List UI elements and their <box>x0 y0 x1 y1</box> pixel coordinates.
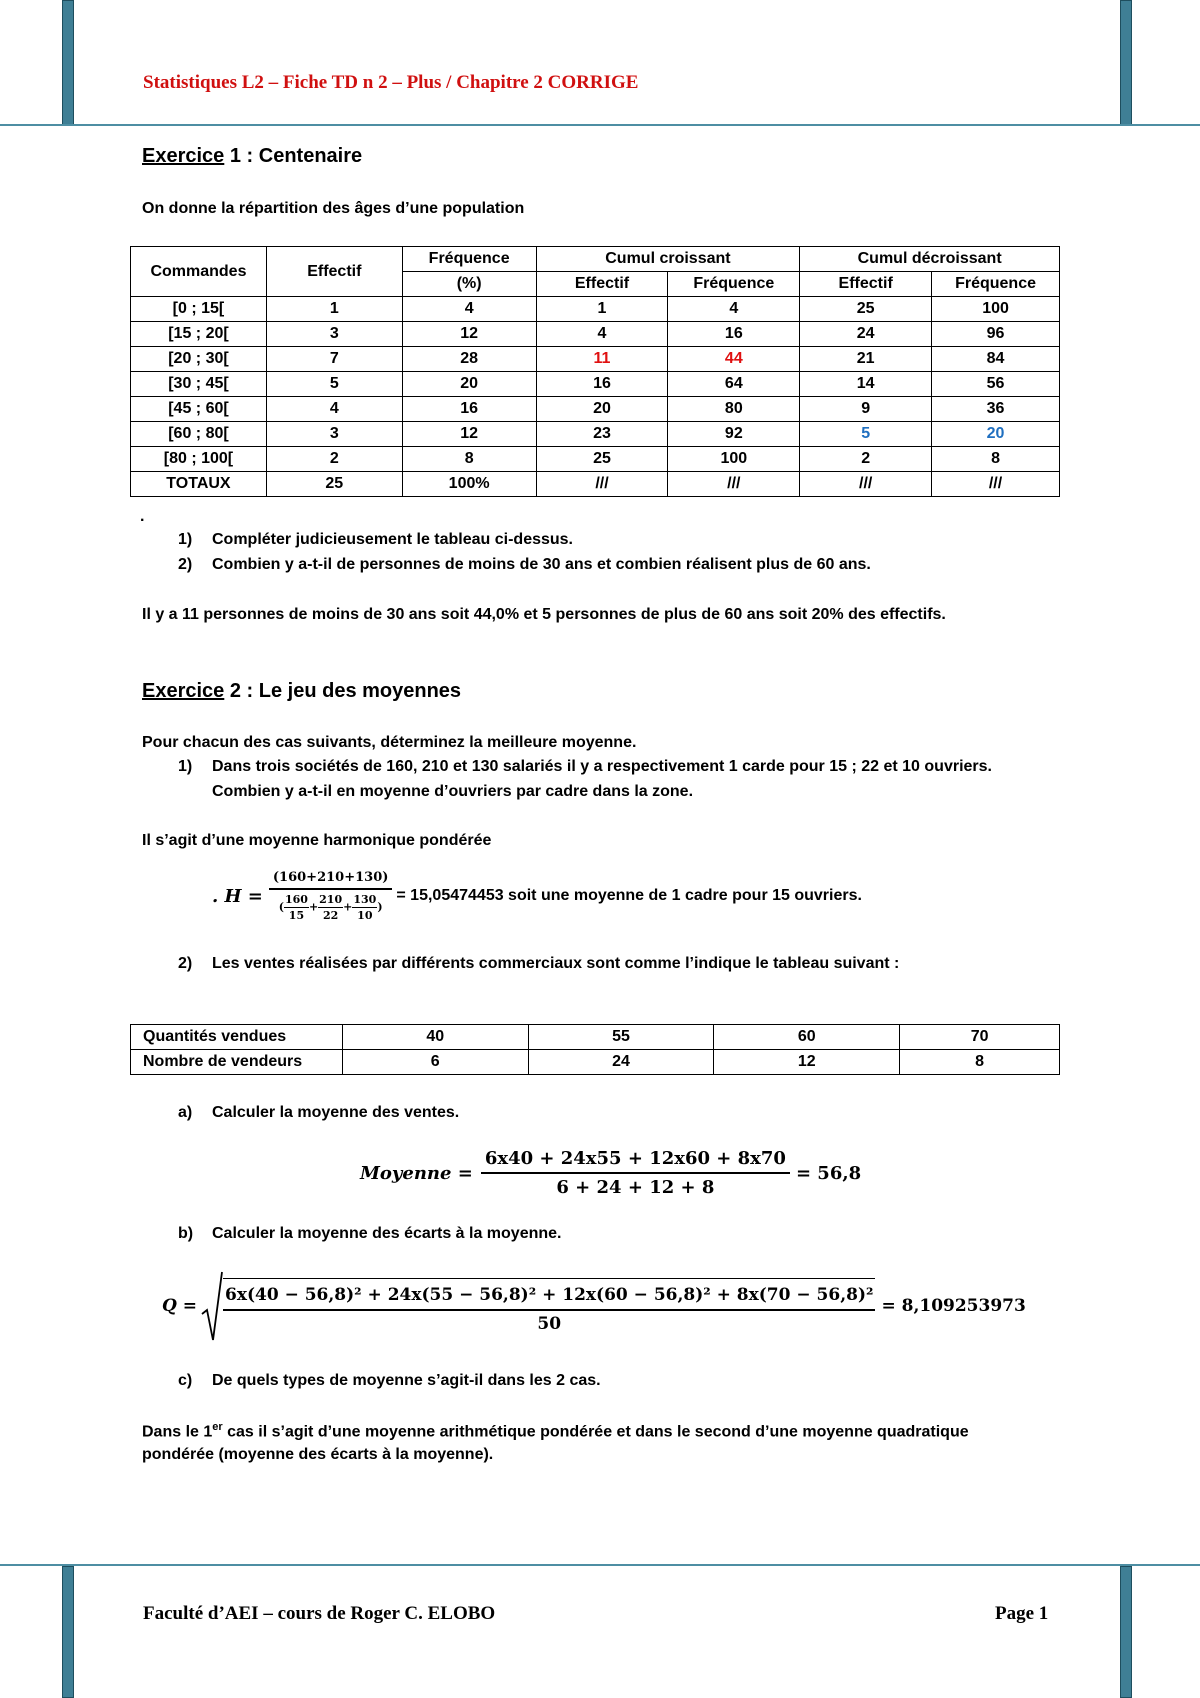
value-cell: 9 <box>800 397 932 422</box>
value-cell: 1 <box>266 297 402 322</box>
table-row <box>131 422 1060 447</box>
value-cell: 64 <box>668 372 800 397</box>
value-cell: 8 <box>932 447 1060 472</box>
value-cell: 3 <box>266 322 402 347</box>
interval-cell: [20 ; 30[ <box>131 347 267 372</box>
value-cell: 7 <box>266 347 402 372</box>
question-1-text: Compléter judicieusement le tableau ci-dessus. <box>212 531 573 548</box>
subheader-cc-frequence: Fréquence <box>668 272 800 297</box>
interval-cell: TOTAUX <box>131 472 267 497</box>
bottom-left-bar <box>62 1566 74 1698</box>
value-cell: /// <box>800 472 932 497</box>
value-cell: 5 <box>266 372 402 397</box>
value-cell: 5 <box>800 422 932 447</box>
harmonic-numerator: (160+210+130) <box>269 870 393 890</box>
top-right-bar <box>1120 0 1132 125</box>
conclusion-part-b: cas il s’agit d’une moyenne arithmétique pondérée et dans le second d’une moyenne quadratique <box>222 1423 969 1441</box>
question-a-number: a) <box>178 1104 193 1121</box>
interval-cell: [45 ; 60[ <box>131 397 267 422</box>
value-cell: 4 <box>402 297 536 322</box>
sales-qty-cell: 60 <box>714 1025 900 1050</box>
problem-2-number: 2) <box>178 955 193 972</box>
exercise-2-label: Exercice <box>142 680 225 702</box>
sub-frac-1-den: 15 <box>288 909 305 922</box>
header-frequence-unit: (%) <box>402 272 536 297</box>
harmonic-denominator: ( $\frac{160}{15}$ + $\frac{210}{22}$ + $\frac{130}{10}$ ) <box>278 893 383 922</box>
page-header-title: Statistiques L2 – Fiche TD n 2 – Plus / Chapitre 2 CORRIGE <box>143 72 639 93</box>
footer-page-number: Page 1 <box>995 1603 1049 1624</box>
footer-rule <box>0 1564 1200 1566</box>
value-cell: 100 <box>932 297 1060 322</box>
problem-2-text: Les ventes réalisées par différents commerciaux sont comme l’indique le tableau suivant : <box>212 955 900 972</box>
quadratic-formula <box>162 1270 1026 1342</box>
problem-1-line-1: Dans trois sociétés de 160, 210 et 130 salariés il y a respectivement 1 carde pour 15 ; 22 et 10 ouvriers. <box>212 758 992 775</box>
value-cell: 12 <box>402 422 536 447</box>
problem-1 <box>178 758 992 776</box>
value-cell: /// <box>932 472 1060 497</box>
value-cell: 2 <box>266 447 402 472</box>
interval-cell: [30 ; 45[ <box>131 372 267 397</box>
sub-frac-1-num: 160 <box>284 893 308 906</box>
value-cell: 23 <box>536 422 668 447</box>
age-distribution-table <box>130 246 1060 497</box>
exercise-2-title <box>142 680 461 703</box>
value-cell: 14 <box>800 372 932 397</box>
den-close-paren: ) <box>377 900 383 914</box>
value-cell: 1 <box>536 297 668 322</box>
value-cell: 20 <box>536 397 668 422</box>
header-effectif: Effectif <box>266 247 402 297</box>
question-b-text: Calculer la moyenne des écarts à la moyenne. <box>212 1225 562 1242</box>
value-cell: 100% <box>402 472 536 497</box>
quadratic-numerator: 6x(40 − 56,8)² + 24x(55 − 56,8)² + 12x(60 − 56,8)² + 8x(70 − 56,8)² <box>223 1285 875 1311</box>
subheader-cc-effectif: Effectif <box>536 272 668 297</box>
value-cell: 8 <box>402 447 536 472</box>
question-c-number: c) <box>178 1372 193 1389</box>
question-2-text: Combien y a-t-il de personnes de moins de 30 ans et combien réalisent plus de 60 ans. <box>212 556 871 573</box>
sales-qty-cell: 55 <box>528 1025 714 1050</box>
question-2 <box>178 556 871 574</box>
value-cell: 28 <box>402 347 536 372</box>
interval-cell: [0 ; 15[ <box>131 297 267 322</box>
sqrt-icon <box>201 1270 223 1342</box>
mean-fraction <box>481 1148 790 1198</box>
table-row <box>131 447 1060 472</box>
problem-2 <box>178 955 899 973</box>
interval-cell: [60 ; 80[ <box>131 422 267 447</box>
sub-fraction-3 <box>352 893 377 922</box>
conclusion-superscript: er <box>212 1421 223 1433</box>
value-cell: 80 <box>668 397 800 422</box>
value-cell: 12 <box>402 322 536 347</box>
quadratic-lhs: Q = <box>162 1296 197 1316</box>
header-rule <box>0 124 1200 126</box>
value-cell: 16 <box>668 322 800 347</box>
bottom-right-bar <box>1120 1566 1132 1698</box>
conclusion-part-a: Dans le 1 <box>142 1423 213 1441</box>
sales-qty-cell: 40 <box>342 1025 528 1050</box>
sub-frac-3-den: 10 <box>357 909 373 922</box>
sub-frac-3-num: 130 <box>353 893 377 906</box>
value-cell: 36 <box>932 397 1060 422</box>
footer-author: Faculté d’AEI – cours de Roger C. ELOBO <box>143 1603 496 1624</box>
exercise-1-title <box>142 145 362 168</box>
interval-cell: [15 ; 20[ <box>131 322 267 347</box>
value-cell: 44 <box>668 347 800 372</box>
harmonic-fraction <box>269 870 393 922</box>
harmonic-mean-text: Il s’agit d’une moyenne harmonique pondérée <box>142 832 492 849</box>
exercise-2-intro: Pour chacun des cas suivants, déterminez la meilleure moyenne. <box>142 734 637 751</box>
exercise-1-intro: On donne la répartition des âges d’une population <box>142 200 525 217</box>
header-cumul-decroissant: Cumul décroissant <box>800 247 1060 272</box>
table-row <box>131 322 1060 347</box>
sub-fraction-1 <box>284 893 309 922</box>
value-cell: 4 <box>266 397 402 422</box>
sales-sellers-cell: 12 <box>714 1050 900 1075</box>
sales-row-2-label: Nombre de vendeurs <box>131 1050 343 1075</box>
question-a <box>178 1104 459 1122</box>
question-a-text: Calculer la moyenne des ventes. <box>212 1104 460 1121</box>
problem-1-number: 1) <box>178 758 193 775</box>
sales-qty-cell: 70 <box>900 1025 1060 1050</box>
sales-sellers-cell: 6 <box>342 1050 528 1075</box>
age-table-body <box>131 297 1060 497</box>
value-cell: 11 <box>536 347 668 372</box>
dot-marker: . <box>140 508 145 525</box>
value-cell: 24 <box>800 322 932 347</box>
sales-sellers-cell: 24 <box>528 1050 714 1075</box>
mean-formula <box>360 1148 861 1198</box>
exercise-1-answer: Il y a 11 personnes de moins de 30 ans soit 44,0% et 5 personnes de plus de 60 ans soit 20% des effectifs. <box>142 606 946 623</box>
value-cell: 20 <box>932 422 1060 447</box>
value-cell: 100 <box>668 447 800 472</box>
value-cell: 25 <box>800 297 932 322</box>
value-cell: 4 <box>536 322 668 347</box>
harmonic-lhs: . H = <box>212 885 263 907</box>
quadratic-fraction <box>223 1278 875 1334</box>
problem-1-line-2: Combien y a-t-il en moyenne d’ouvriers par cadre dans la zone. <box>212 783 694 800</box>
value-cell: 96 <box>932 322 1060 347</box>
question-c <box>178 1372 601 1390</box>
top-left-bar <box>62 0 74 125</box>
header-frequence: Fréquence <box>402 247 536 272</box>
subheader-cd-effectif: Effectif <box>800 272 932 297</box>
question-1-number: 1) <box>178 531 193 548</box>
mean-lhs: Moyenne = <box>360 1162 473 1184</box>
mean-result: = 56,8 <box>795 1162 862 1184</box>
question-1 <box>178 531 573 549</box>
sales-sellers-cell: 8 <box>900 1050 1060 1075</box>
mean-numerator: 6x40 + 24x55 + 12x60 + 8x70 <box>481 1148 790 1174</box>
conclusion-line-2: pondérée (moyenne des écarts à la moyenne). <box>142 1446 494 1463</box>
value-cell: 16 <box>536 372 668 397</box>
table-row <box>131 347 1060 372</box>
interval-cell: [80 ; 100[ <box>131 447 267 472</box>
den-open-paren: ( <box>278 900 284 914</box>
question-c-text: De quels types de moyenne s’agit-il dans les 2 cas. <box>212 1372 601 1389</box>
value-cell: 92 <box>668 422 800 447</box>
mean-denominator: 6 + 24 + 12 + 8 <box>556 1177 715 1198</box>
value-cell: /// <box>536 472 668 497</box>
sub-frac-2-den: 22 <box>322 909 339 922</box>
table-row <box>131 372 1060 397</box>
question-b <box>178 1225 562 1243</box>
exercise-1-subtitle: 1 : Centenaire <box>224 145 363 167</box>
sub-frac-2-num: 210 <box>319 893 343 906</box>
header-commandes: Commandes <box>131 247 267 297</box>
table-row <box>131 397 1060 422</box>
exercise-2-subtitle: 2 : Le jeu des moyennes <box>224 680 462 702</box>
value-cell: 21 <box>800 347 932 372</box>
value-cell: 56 <box>932 372 1060 397</box>
value-cell: /// <box>668 472 800 497</box>
header-cumul-croissant: Cumul croissant <box>536 247 800 272</box>
harmonic-result: = 15,05474453 soit une moyenne de 1 cadre pour 15 ouvriers. <box>396 887 862 904</box>
table-row <box>131 297 1060 322</box>
table-row <box>131 472 1060 497</box>
sales-table <box>130 1024 1060 1075</box>
value-cell: 25 <box>536 447 668 472</box>
value-cell: 25 <box>266 472 402 497</box>
exercise-1-label: Exercice <box>142 145 225 167</box>
quadratic-denominator: 50 <box>537 1314 562 1334</box>
quadratic-result: = 8,109253973 <box>881 1296 1026 1316</box>
value-cell: 2 <box>800 447 932 472</box>
sub-fraction-2 <box>318 893 343 922</box>
value-cell: 4 <box>668 297 800 322</box>
subheader-cd-frequence: Fréquence <box>932 272 1060 297</box>
value-cell: 3 <box>266 422 402 447</box>
question-2-number: 2) <box>178 556 193 573</box>
question-b-number: b) <box>178 1225 194 1242</box>
value-cell: 84 <box>932 347 1060 372</box>
harmonic-formula <box>212 870 862 922</box>
conclusion-line-1 <box>142 1421 969 1441</box>
sales-row-1-label: Quantités vendues <box>131 1025 343 1050</box>
value-cell: 20 <box>402 372 536 397</box>
value-cell: 16 <box>402 397 536 422</box>
